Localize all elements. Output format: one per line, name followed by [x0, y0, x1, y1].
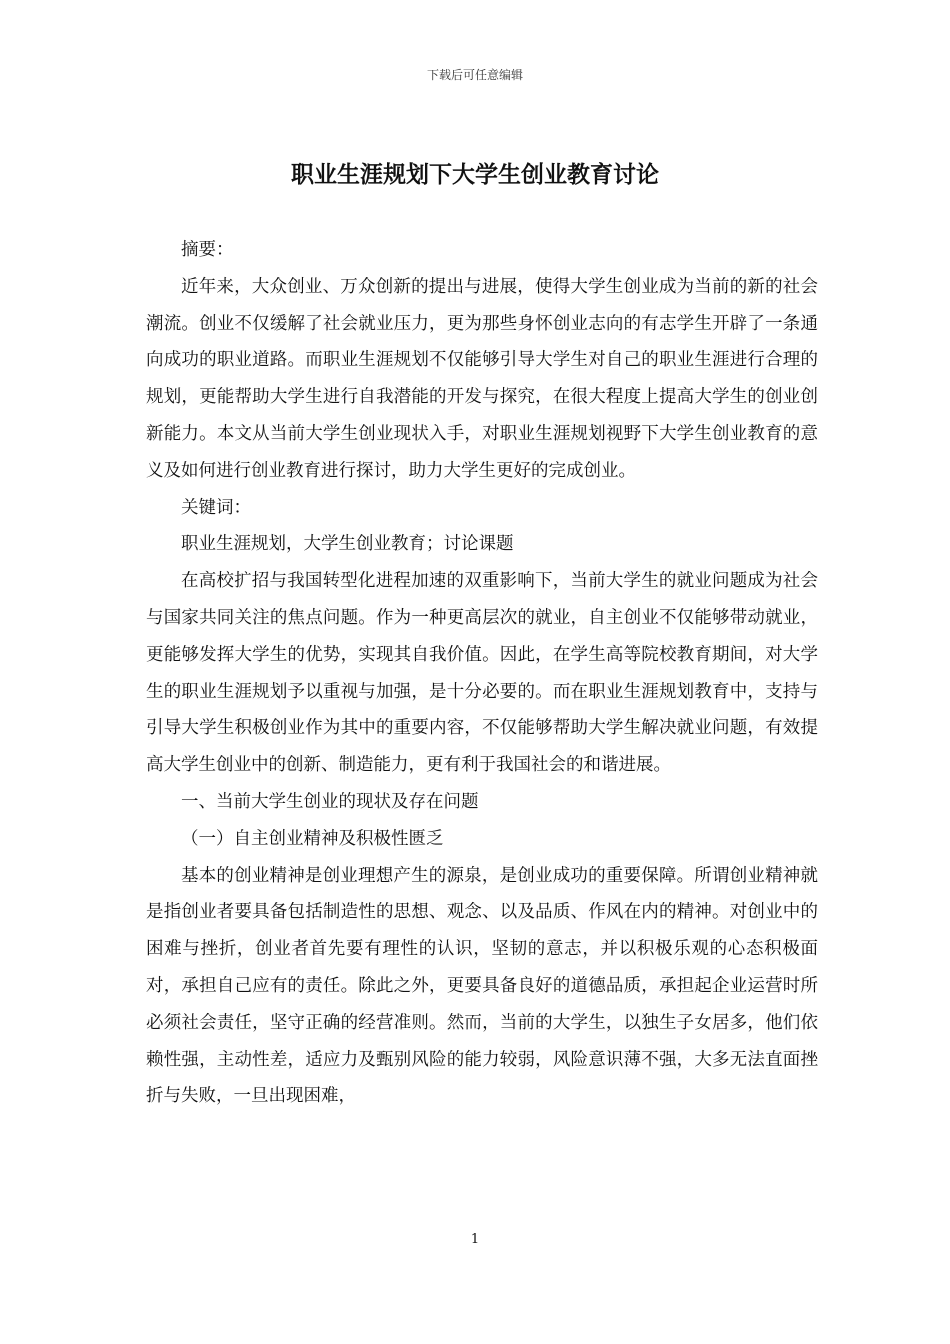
subsection-heading: （一）自主创业精神及积极性匮乏: [181, 828, 444, 849]
abstract-paragraph: 近年来，大众创业、万众创新的提出与进展，使得大学生创业成为当前的新的社会潮流。创业不仅缓解了社会就业压力，更为那些身怀创业志向的有志学生开辟了一条通向成功的职业道路。而职业生涯规划不仅能够引导大学生对自己的职业生涯进行合理的规划，更能帮助大学生进行自我潜能的开发与探究，在很大程度上提高大学生的创业创新能力。本文从当前大学生创业现状入手，对职业生涯规划视野下大学生创业教育的意义及如何进行创业教育进行探讨，助力大学生更好的完成创业。: [146, 276, 818, 481]
keywords-label: 关键词：: [181, 497, 251, 518]
intro-paragraph: 在高校扩招与我国转型化进程加速的双重影响下，当前大学生的就业问题成为社会与国家共同关注的焦点问题。作为一种更高层次的就业，自主创业不仅能够带动就业，更能够发挥大学生的优势，实现其自我价值。因此，在学生高等院校教育期间，对大学生的职业生涯规划予以重视与加强，是十分必要的。而在职业生涯规划教育中，支持与引导大学生积极创业作为其中的重要内容，不仅能够帮助大学生解决就业问题，有效提高大学生创业中的创新、制造能力，更有利于我国社会的和谐进展。: [146, 571, 818, 776]
subsection-paragraph: 基本的创业精神是创业理想产生的源泉，是创业成功的重要保障。所谓创业精神就是指创业者要具备包括制造性的思想、观念、以及品质、作风在内的精神。对创业中的困难与挫折，创业者首先要有理性的认识，坚韧的意志，并以积极乐观的心态积极面对，承担自己应有的责任。除此之外，更要具备良好的道德品质，承担起企业运营时所必须社会责任，坚守正确的经营准则。然而，当前的大学生，以独生子女居多，他们依赖性强，主动性差，适应力及甄别风险的能力较弱，风险意识薄不强，大多无法直面挫折与失败，一旦出现困难，: [146, 865, 818, 1107]
page-number: 1: [470, 1232, 480, 1247]
abstract-label: 摘要：: [181, 240, 234, 260]
section-heading: 一、当前大学生创业的现状及存在问题: [181, 791, 479, 812]
keywords-paragraph: 职业生涯规划，大学生创业教育；讨论课题: [181, 534, 514, 555]
document-title: 职业生涯规划下大学生创业教育讨论: [291, 162, 659, 188]
document-body: [146, 232, 818, 1115]
header-note: 下载后可任意编辑: [426, 68, 523, 82]
